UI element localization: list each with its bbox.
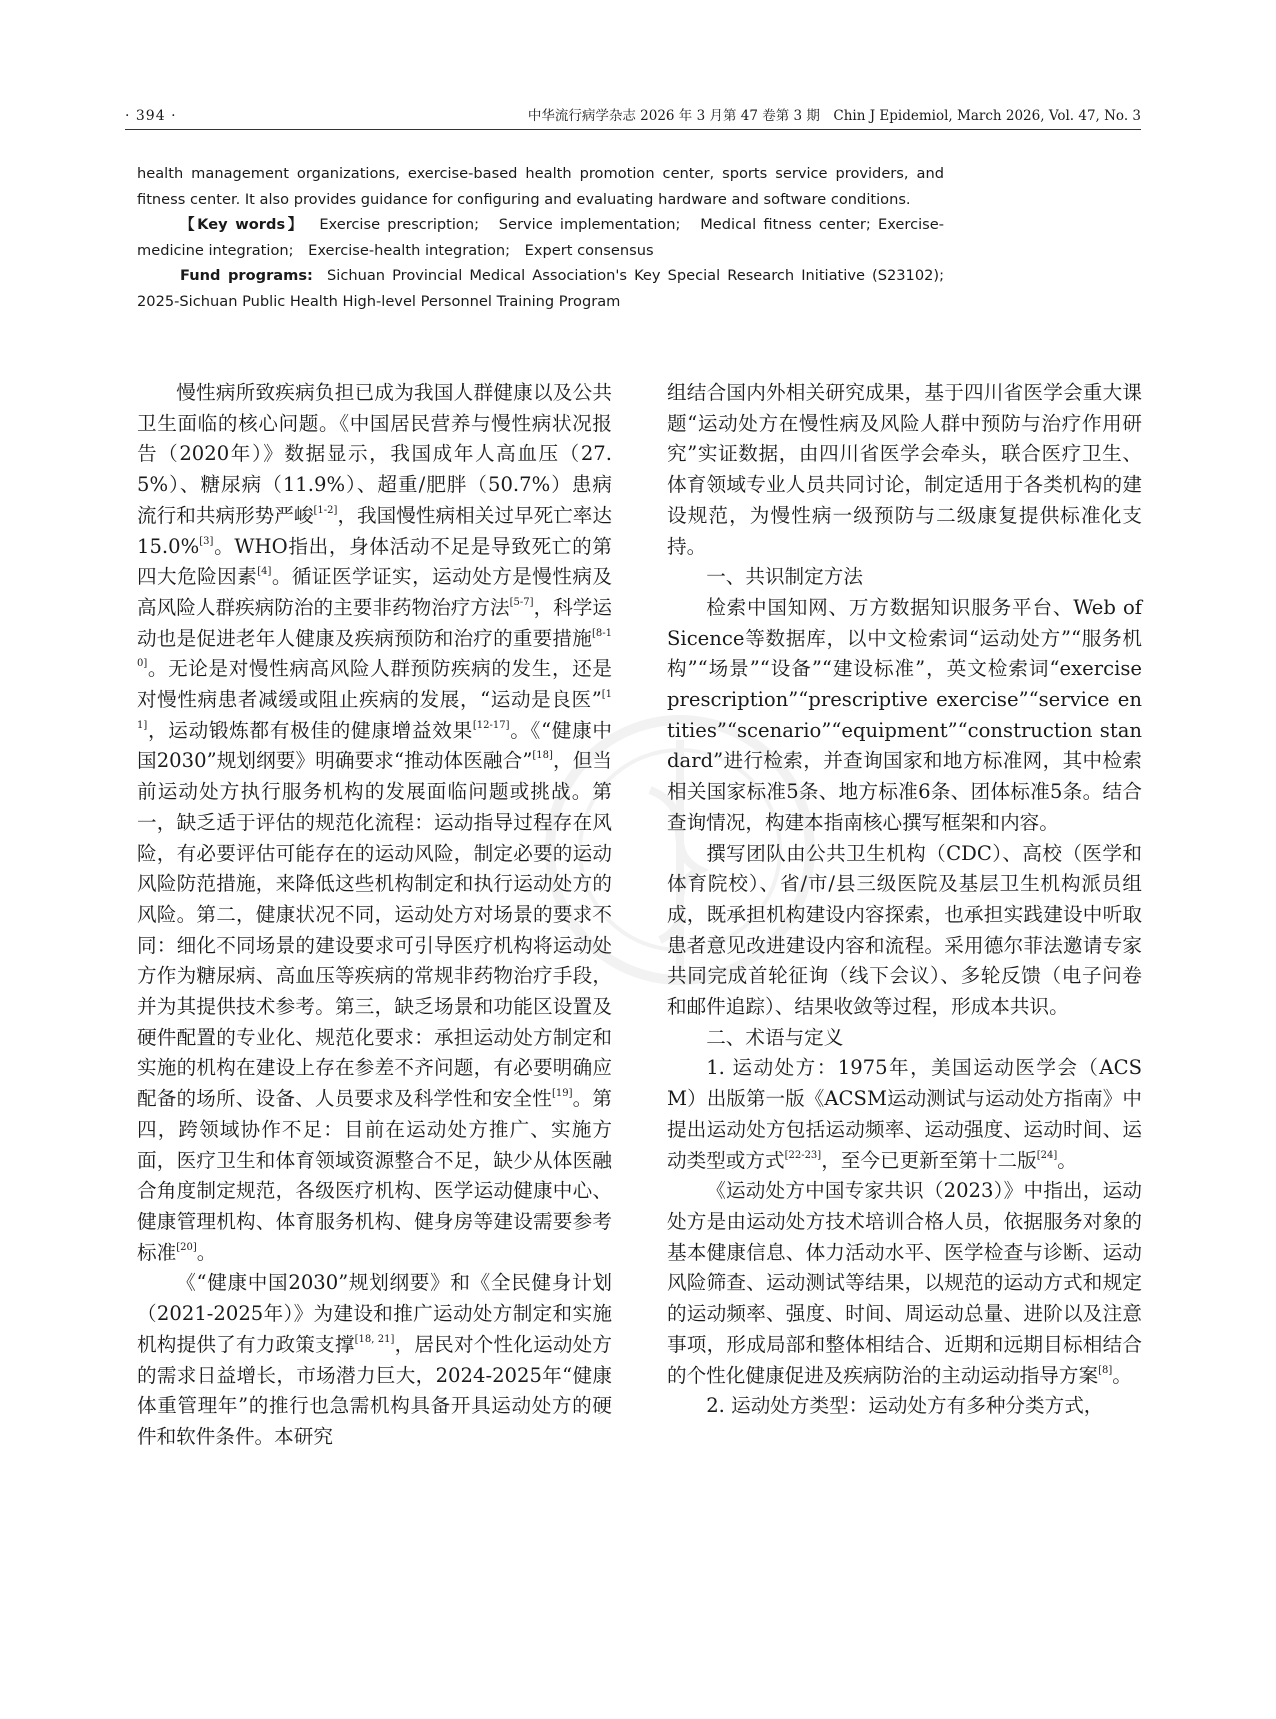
- header-rule: [125, 129, 1141, 130]
- citation: [4]: [257, 566, 272, 578]
- section-heading-methods: 一、共识制定方法: [706, 565, 863, 589]
- right-column: [667, 378, 1142, 1422]
- left-column: [137, 378, 612, 1453]
- citation: [11]: [137, 689, 612, 731]
- keywords: [137, 212, 944, 263]
- fund-programs: [137, 263, 944, 314]
- citation: [20]: [176, 1241, 197, 1253]
- citation: [5-7]: [509, 596, 534, 608]
- intro-paragraph-2-continued: 组结合国内外相关研究成果，基于四川省医学会重大课题“运动处方在慢性病及风险人群中预防与治疗作用研究”实证数据，由四川省医学会牵头，联合医疗卫生、体育领域专业人员共同讨论，制定适用于各类机构的建设规范，为慢性病一级预防与二级康复提供标准化支持。: [667, 381, 1142, 558]
- citation: [19]: [551, 1088, 573, 1100]
- citation: [3]: [199, 535, 214, 547]
- intro-paragraph-2: 《“健康中国2030”规划纲要》和《全民健身计划（2021-2025年）》为建设和推广运动处方制定和实施机构提供了有力政策支撑[18, 21]，居民对个性化运动处方的需求日益增长，市场潜力巨大，2024-2025年“健康体重管理年”的推行也急需机构具备开具运动处方的硬件和软件条件。本研究: [137, 1271, 613, 1448]
- abstract-section: [137, 161, 944, 314]
- abstract-continuation: health management organizations, exercise-based health promotion center, sports service providers, and fitness center. It also provides guidance for configuring and evaluating hardware and software conditions.: [137, 165, 944, 208]
- keywords-label: 【Key words】: [180, 216, 305, 233]
- fund-label: Fund programs:: [180, 267, 313, 284]
- citation: [8-10]: [137, 627, 612, 670]
- citation: [24]: [1036, 1149, 1058, 1161]
- methods-paragraph-1: 检索中国知网、万方数据知识服务平台、Web of Sicence等数据库，以中文检索词“运动处方”“服务机构”“场景”“设备”“建设标准”，英文检索词“exercise prescription”“prescriptive exercise”“service entities”“scenario”“equipment”“construction standard”进行检索，并查询国家和地方标准网，其中检索相关国家标准5条、地方标准6条、团体标准5条。结合查询情况，构建本指南核心撰写框架和内容。: [667, 595, 1142, 834]
- running-header: [125, 104, 1141, 128]
- page-number: · 394 ·: [125, 108, 177, 124]
- terms-paragraph-2: 《运动处方中国专家共识（2023）》中指出，运动处方是由运动处方技术培训合格人员，依据服务对象的基本健康信息、体力活动水平、医学检查与诊断、运动风险筛查、运动测试等结果，以规范的运动方式和规定的运动频率、强度、时间、周运动总量、进阶以及注意事项，形成局部和整体相结合、近期和远期目标相结合的个性化健康促进及疾病防治的主动运动指导方案[8]。: [667, 1179, 1142, 1387]
- terms-paragraph-3: 2. 运动处方类型：运动处方有多种分类方式，: [706, 1394, 1104, 1418]
- journal-citation: 中华流行病学杂志 2026 年 3 月第 47 卷第 3 期 Chin J Epidemiol, March 2026, Vol. 47, No. 3: [527, 108, 1141, 124]
- terms-paragraph-1: 1. 运动处方：1975年，美国运动医学会（ACSM）出版第一版《ACSM运动测试与运动处方指南》中提出运动处方包括运动频率、运动强度、运动时间、运动类型或方式[22-23]，至今已更新至第十二版[24]。: [667, 1056, 1142, 1172]
- citation: [12-17]: [472, 719, 510, 731]
- citation: [8]: [1098, 1364, 1113, 1376]
- methods-paragraph-2: 撰写团队由公共卫生机构（CDC）、高校（医学和体育院校）、省/市/县三级医院及基层卫生机构派员组成，既承担机构建设内容探索，也承担实践建设中听取患者意见改进建设内容和流程。采用德尔菲法邀请专家共同完成首轮征询（线下会议）、多轮反馈（电子问卷和邮件追踪）、结果收敛等过程，形成本共识。: [667, 841, 1142, 1019]
- citation: [1-2]: [313, 504, 338, 516]
- fund-text: Sichuan Provincial Medical Association's Key Special Research Initiative (S23102); 2025-Sichuan Public Health High-level Personnel Training Program: [137, 267, 944, 310]
- intro-paragraph-1: 慢性病所致疾病负担已成为我国人群健康以及公共卫生面临的核心问题。《中国居民营养与慢性病状况报告（2020年）》数据显示，我国成年人高血压（27.5%）、糖尿病（11.9%）、超重/肥胖（50.7%）患病流行和共病形势严峻[1-2]，我国慢性病相关过早死亡率达15.0%[3]。WHO指出，身体活动不足是导致死亡的第四大危险因素[4]。循证医学证实，运动处方是慢性病及高风险人群疾病防治的主要非药物治疗方法[5-7]，科学运动也是促进老年人健康及疾病预防和治疗的重要措施[8-10]。无论是对慢性病高风险人群预防疾病的发生，还是对慢性病患者减缓或阻止疾病的发展，“运动是良医”[11]，运动锻炼都有极佳的健康增益效果[12-17]。《“健康中国2030”规划纲要》明确要求“推动体医融合”[18]，但当前运动处方执行服务机构的发展面临问题或挑战。第一，缺乏适于评估的规范化流程：运动指导过程存在风险，有必要评估可能存在的运动风险，制定必要的运动风险防范措施，来降低这些机构制定和执行运动处方的风险。第二，健康状况不同，运动处方对场景的要求不同：细化不同场景的建设要求可引导医疗机构将运动处方作为糖尿病、高血压等疾病的常规非药物治疗手段，并为其提供技术参考。第三，缺乏场景和功能区设置及硬件配置的专业化、规范化要求：承担运动处方制定和实施的机构在建设上存在参差不齐问题，有必要明确应配备的场所、设备、人员要求及科学性和安全性[19]。第四，跨领域协作不足：目前在运动处方推广、实施方面，医疗卫生和体育领域资源整合不足，缺少从体医融合角度制定规范，各级医疗机构、医学运动健康中心、健康管理机构、体育服务机构、健身房等建设需要参考标准[20]。: [137, 381, 613, 1264]
- citation: [18, 21]: [354, 1333, 395, 1345]
- keywords-text: Exercise prescription; Service implementation; Medical fitness center; Exercise-medicine integration; Exercise-health integration; Expert consensus: [137, 216, 944, 259]
- citation: [18]: [532, 750, 553, 762]
- section-heading-terms: 二、术语与定义: [706, 1025, 844, 1049]
- citation: [22-23]: [784, 1149, 822, 1161]
